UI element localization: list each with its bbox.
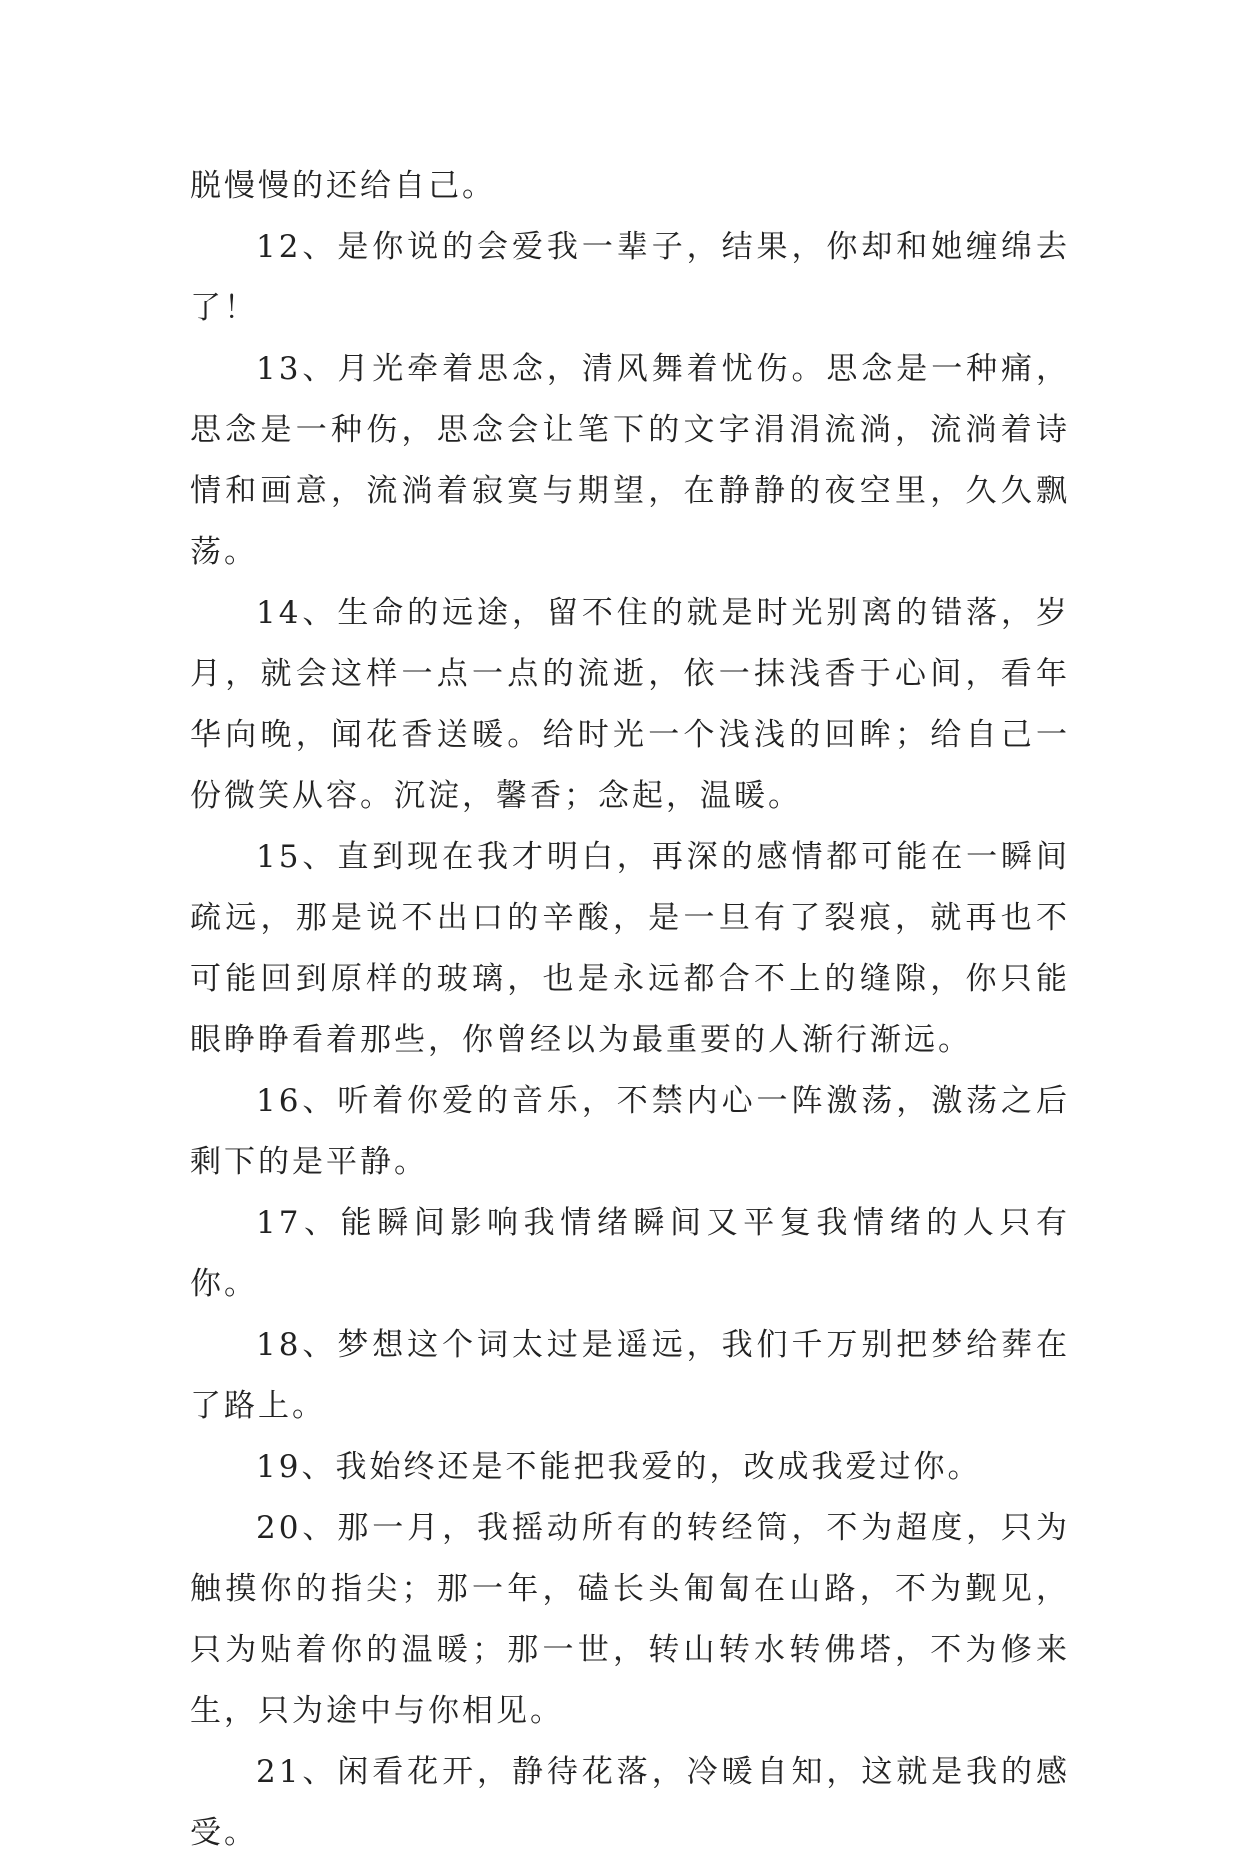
paragraph-item-14: 14、生命的远途，留不住的就是时光别离的错落，岁月，就会这样一点一点的流逝，依一抹浅香于心间，看年华向晚，闻花香送暖。给时光一个浅浅的回眸；给自己一份微笑从容。沉淀，馨香；念起，温暖。	[190, 595, 1070, 814]
document-body	[190, 156, 1070, 1864]
paragraph-item-18: 18、梦想这个词太过是遥远，我们千万别把梦给葬在了路上。	[190, 1327, 1070, 1424]
paragraph-continuation: 脱慢慢的还给自己。	[190, 168, 496, 204]
paragraph-item-12: 12、是你说的会爱我一辈子，结果，你却和她缠绵去了！	[190, 229, 1070, 326]
paragraph-item-19: 19、我始终还是不能把我爱的，改成我爱过你。	[256, 1449, 982, 1485]
paragraph-item-20: 20、那一月，我摇动所有的转经筒，不为超度，只为触摸你的指尖；那一年，磕长头匍匐在山路，不为觐见，只为贴着你的温暖；那一世，转山转水转佛塔，不为修来生，只为途中与你相见。	[190, 1510, 1070, 1729]
paragraph-item-21: 21、闲看花开，静待花落，冷暖自知，这就是我的感受。	[190, 1754, 1070, 1851]
paragraph-item-17: 17、能瞬间影响我情绪瞬间又平复我情绪的人只有你。	[190, 1205, 1070, 1302]
paragraph-item-13: 13、月光牵着思念，清风舞着忧伤。思念是一种痛，思念是一种伤，思念会让笔下的文字涓涓流淌，流淌着诗情和画意，流淌着寂寞与期望，在静静的夜空里，久久飘荡。	[190, 351, 1070, 570]
paragraph-item-15: 15、直到现在我才明白，再深的感情都可能在一瞬间疏远，那是说不出口的辛酸，是一旦有了裂痕，就再也不可能回到原样的玻璃，也是永远都合不上的缝隙，你只能眼睁睁看着那些，你曾经以为最重要的人渐行渐远。	[190, 839, 1070, 1058]
paragraph-item-16: 16、听着你爱的音乐，不禁内心一阵激荡，激荡之后剩下的是平静。	[190, 1083, 1070, 1180]
